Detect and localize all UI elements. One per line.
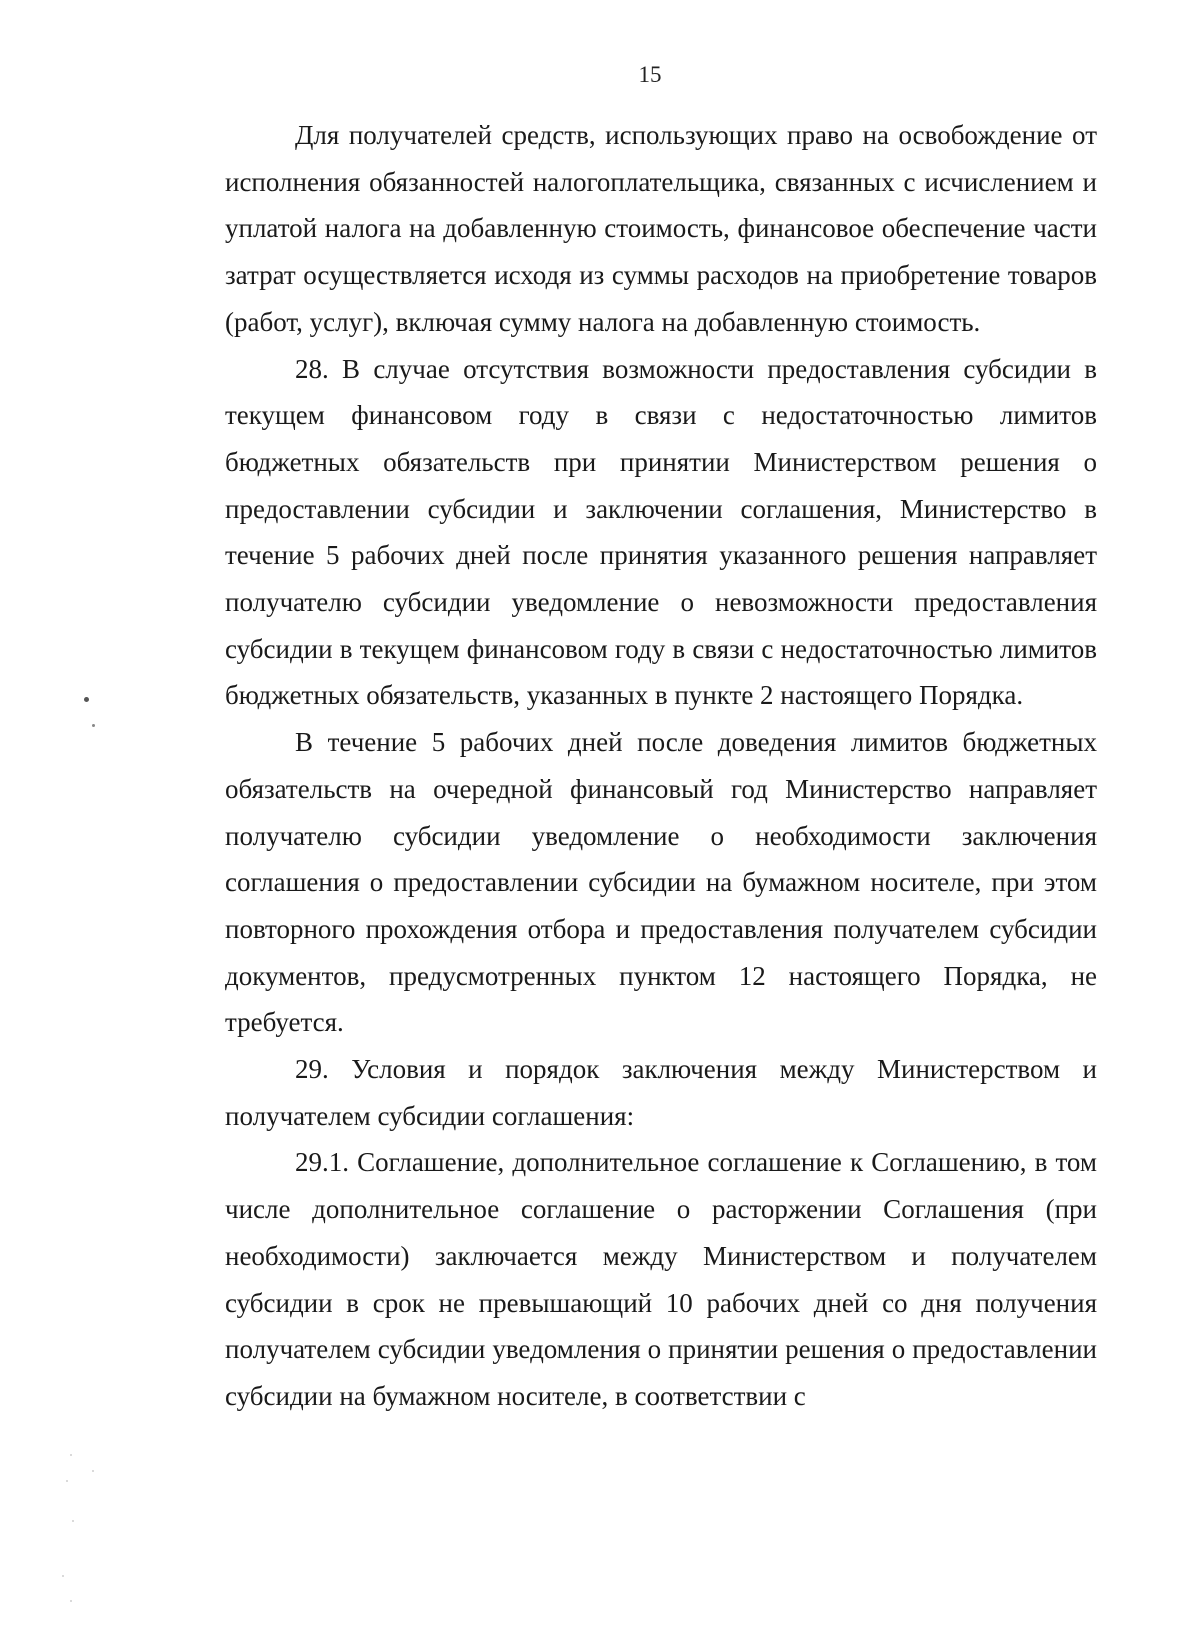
scan-artifact-speck [72,1520,74,1522]
scan-artifact-dot [84,697,89,702]
paragraph-29: 29. Условия и порядок заключения между Министерством и получателем субсидии соглашения: [225,1054,1097,1131]
scan-artifact-speck [62,1575,64,1577]
scan-artifact-speck [92,1470,94,1472]
paragraph-28: 28. В случае отсутствия возможности предоставления субсидии в текущем финансовом году в связи с недостаточностью лимитов бюджетных обязательств при принятии Министерством решения о предоставлении субсидии и заключении соглашения, Министерство в течение 5 рабочих дней после принятия указанного решения направляет получателю субсидии уведомление о невозможности предоставления субсидии в текущем финансовом году в связи с недостаточностью лимитов бюджетных обязательств, указанных в пункте 2 настоящего Порядка. [225,353,1097,711]
scan-artifact-speck [66,1480,68,1482]
scan-artifact-speck [70,1454,72,1456]
page-number: 15 [638,62,662,87]
scan-artifact-speck [70,1600,72,1602]
paragraph-vat-exemption: Для получателей средств, использующих право на освобождение от исполнения обязанностей налогоплательщика, связанных с исчислением и уплатой налога на добавленную стоимость, финансовое обеспечение части затрат осуществляется исходя из суммы расходов на приобретение товаров (работ, услуг), включая сумму налога на добавленную стоимость. [225,120,1097,337]
document-body [225,112,1097,1420]
paragraph-29-1: 29.1. Соглашение, дополнительное соглашение к Соглашению, в том числе дополнительное соглашение о расторжении Соглашения (при необходимости) заключается между Министерством и получателем субсидии в срок не превышающий 10 рабочих дней со дня получения получателем субсидии уведомления о принятии решения о предоставлении субсидии на бумажном носителе, в соответствии с [225,1147,1097,1411]
paragraph-limits-notice: В течение 5 рабочих дней после доведения лимитов бюджетных обязательств на очередной финансовый год Министерство направляет получателю субсидии уведомление о необходимости заключения соглашения о предоставлении субсидии на бумажном носителе, при этом повторного прохождения отбора и предоставления получателем субсидии документов, предусмотренных пунктом 12 настоящего Порядка, не требуется. [225,727,1097,1038]
scan-artifact-dot [92,724,95,727]
